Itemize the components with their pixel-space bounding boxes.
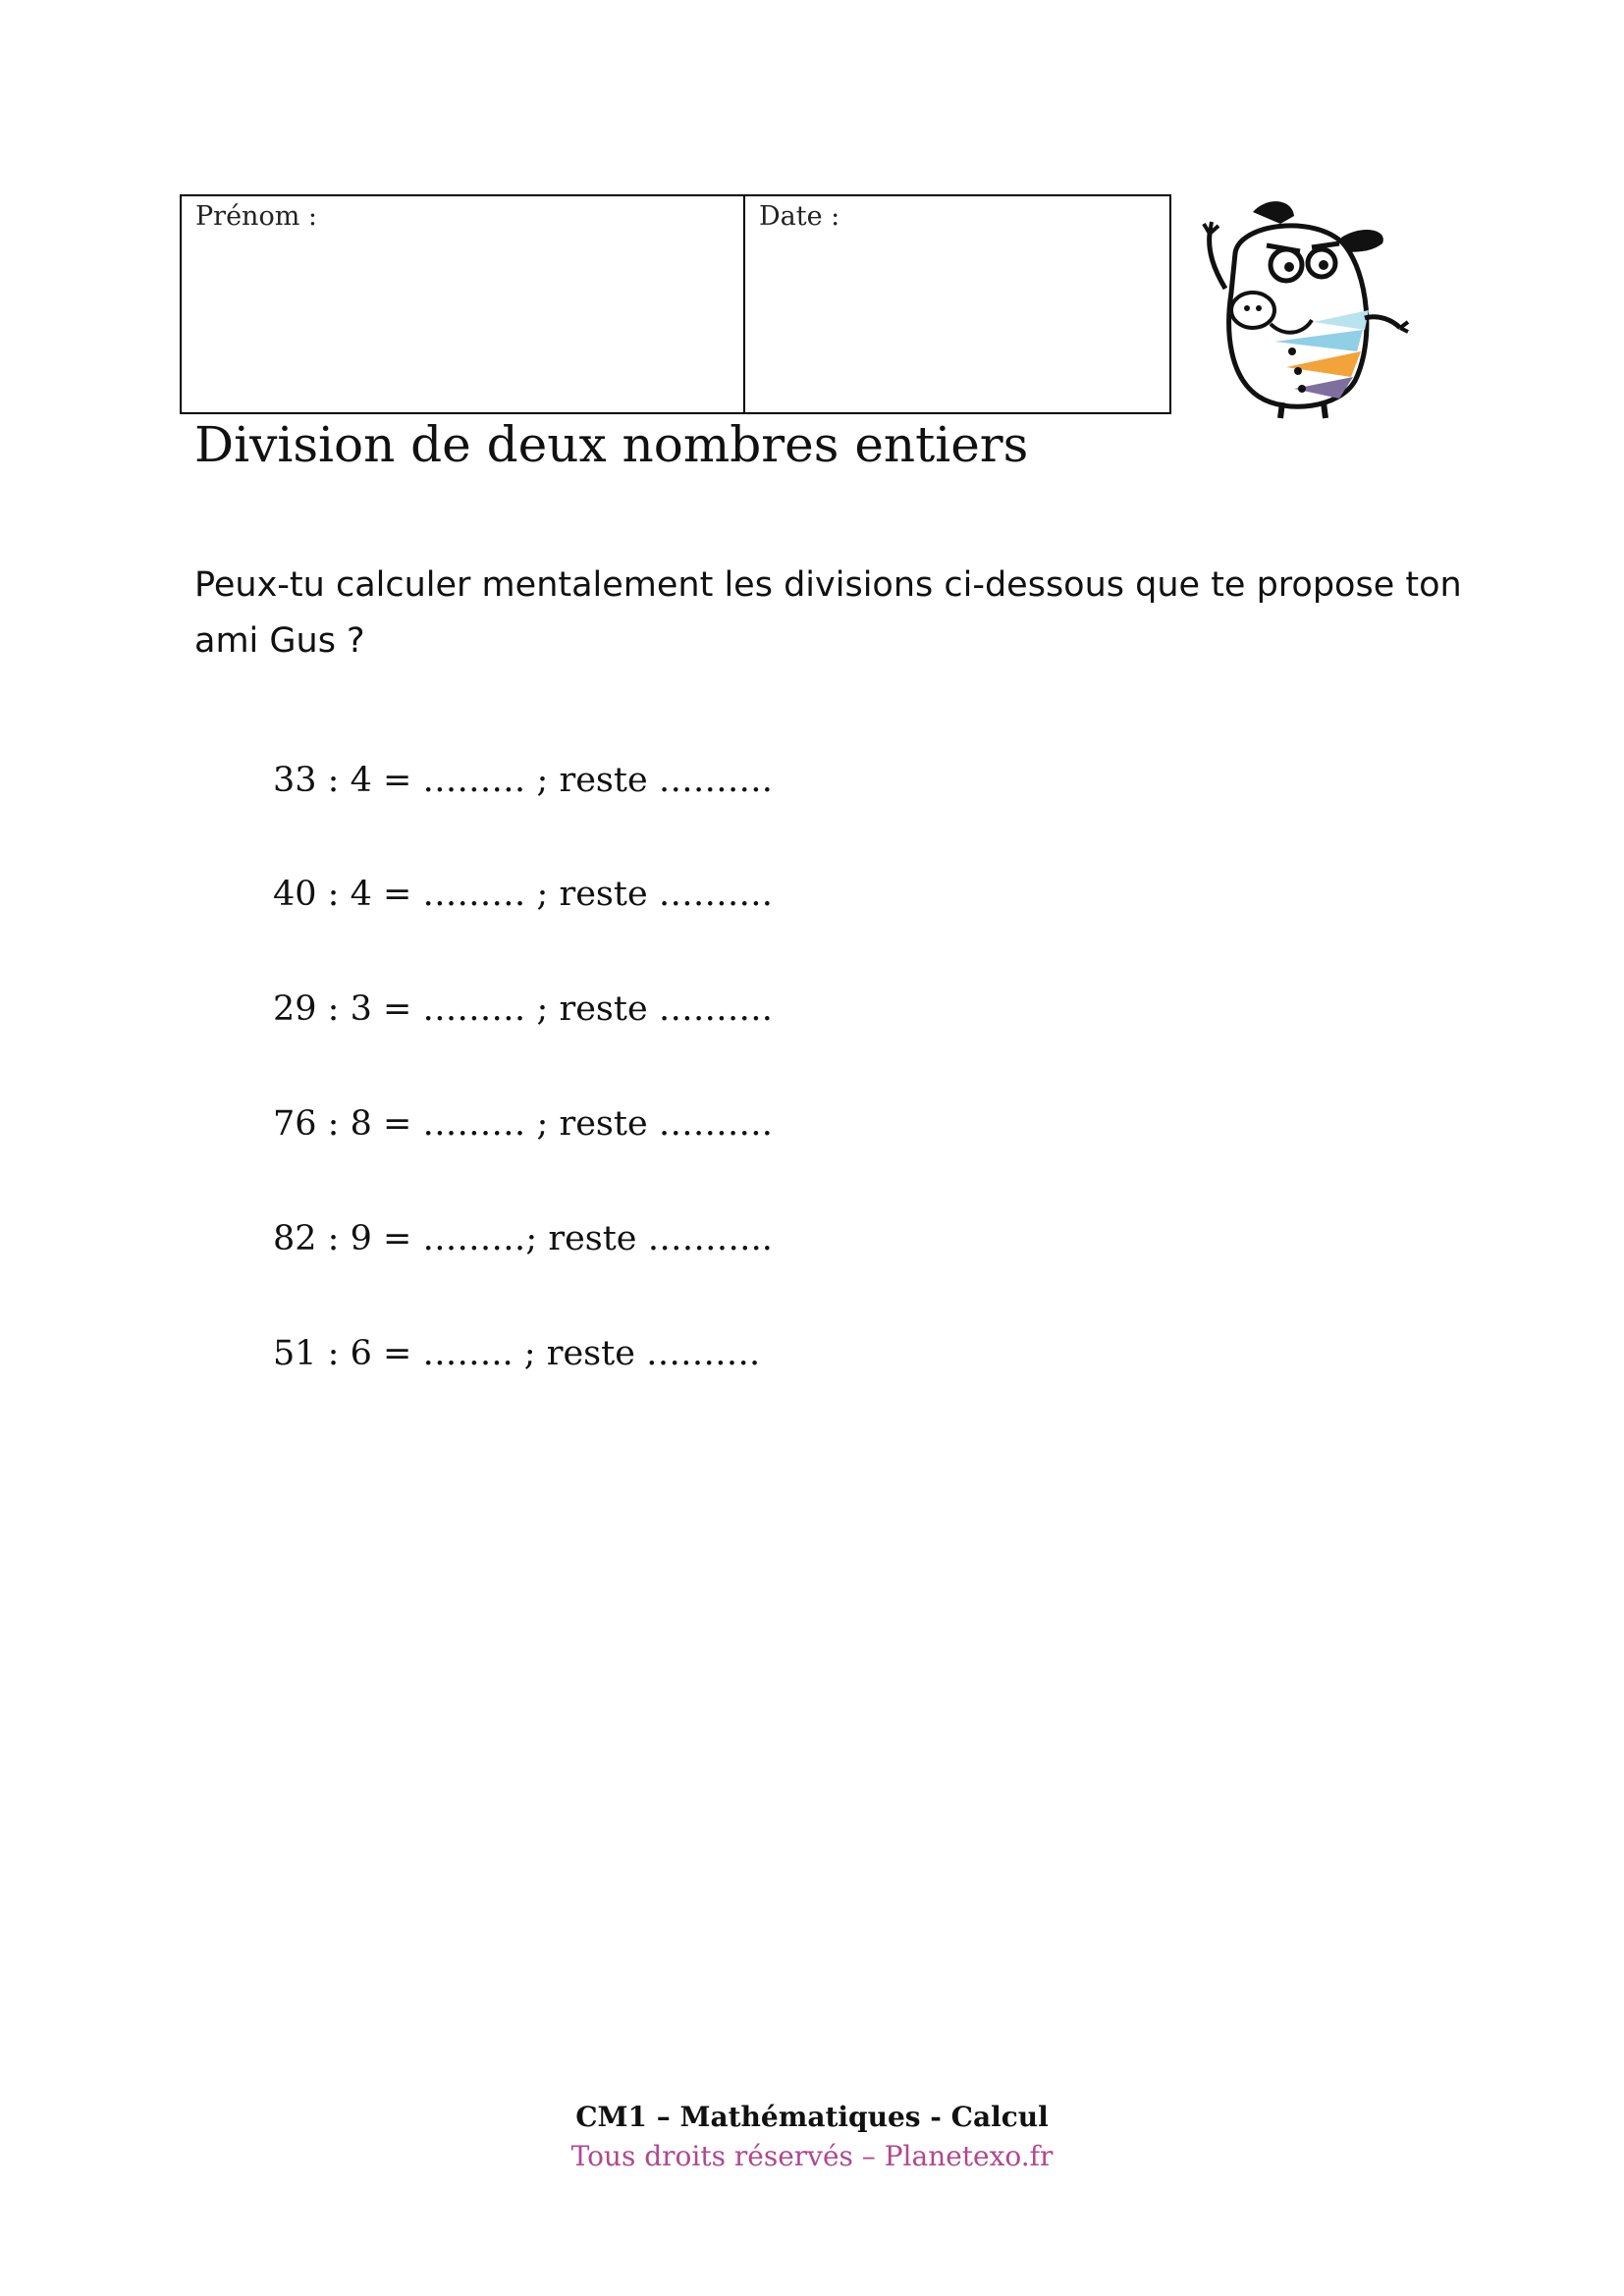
date-label: Date : xyxy=(759,201,840,232)
footer-course-label: CM1 – Mathématiques - Calcul xyxy=(575,2101,1049,2133)
exercise-item[interactable]: 33 : 4 = ……… ; reste ………. xyxy=(273,761,773,800)
worksheet-title: Division de deux nombres entiers xyxy=(194,416,1029,473)
exercise-item[interactable]: 76 : 8 = ……… ; reste ………. xyxy=(273,1104,773,1144)
footer-rights-text: Tous droits réservés – Planetexo.fr xyxy=(570,2140,1054,2172)
student-info-table xyxy=(180,194,1171,414)
exercise-item[interactable]: 40 : 4 = ……… ; reste ………. xyxy=(273,875,773,914)
instruction-text: Peux-tu calculer mentalement les divisions ci-dessous que te propose ton ami Gus ? xyxy=(194,565,1462,661)
exercise-item[interactable]: 29 : 3 = ……… ; reste ………. xyxy=(273,989,773,1029)
date-cell[interactable] xyxy=(745,196,1169,412)
name-cell[interactable] xyxy=(182,196,745,412)
gus-mascot-icon xyxy=(1196,194,1414,420)
exercise-item[interactable]: 82 : 9 = ………; reste ……….. xyxy=(273,1219,773,1258)
name-label: Prénom : xyxy=(195,201,317,232)
exercise-item[interactable]: 51 : 6 = …….. ; reste ………. xyxy=(273,1334,761,1373)
